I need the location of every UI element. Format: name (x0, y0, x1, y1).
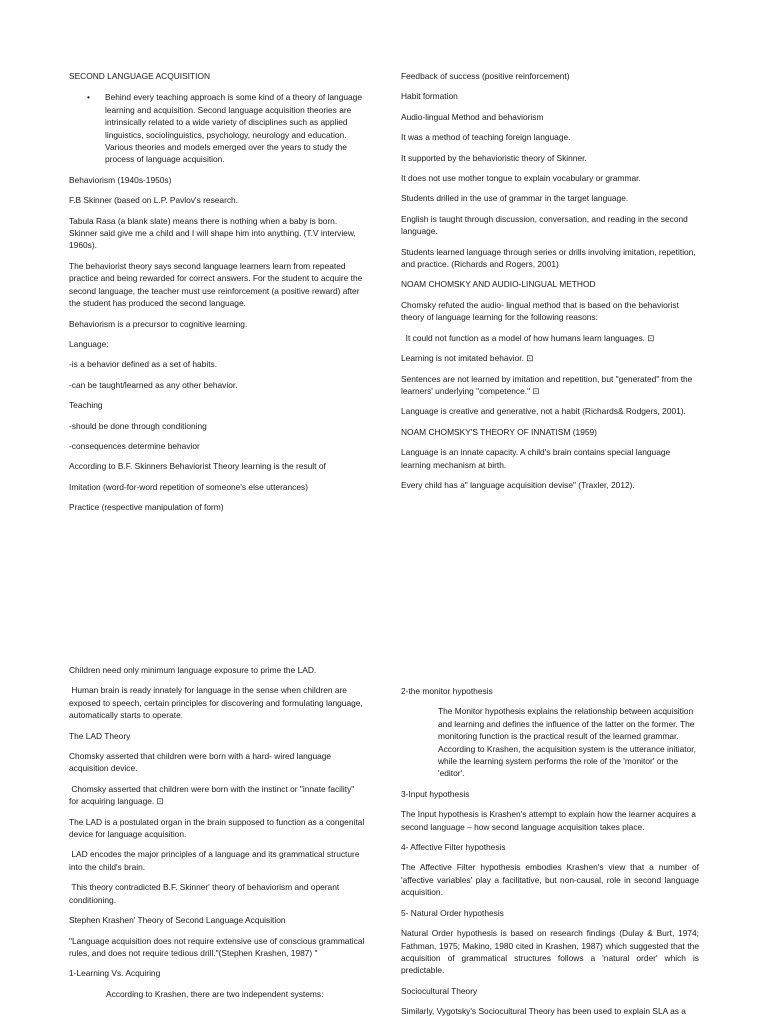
paragraph: Language is creative and generative, not a habit (Richards& Rodgers, 2001). (401, 406, 686, 417)
sociocultural-heading: Sociocultural Theory (401, 985, 478, 996)
natural-order-heading: 5- Natural Order hypothesis (401, 907, 504, 918)
paragraph: Chomsky refuted the audio- lingual method that is based on the behaviorist theory of language learning for the following reasons: (401, 299, 679, 323)
intro-bullet-list (69, 91, 366, 165)
paragraph: Language: (69, 338, 109, 349)
paragraph: LAD encodes the major principles of a language and its grammatical structure into the child's brain. (69, 849, 362, 872)
paragraph: Human brain is ready innately for language in the sense when children are exposed to speech, certain principles for discovering and formulating language, automatically starts to operate. (69, 685, 366, 721)
paragraph: It supported by the behavioristic theory of Skinner. (401, 152, 587, 163)
paragraph: Imitation (word-for-word repetition of someone's else utterances) (69, 481, 308, 492)
paragraph: Language is an innate capacity. A child's brain contains special language learning mechanism at birth. (401, 447, 671, 470)
paragraph: Behaviorism (1940s-1950s) (69, 174, 172, 185)
paragraph: Tabula Rasa (a blank slate) means there is nothing when a baby is born. Skinner said give me a child and I will shape him into anything. (T.V interview, 1960s). (69, 215, 356, 251)
paragraph: It could not function as a model of how humans learn languages. ⊡ (401, 332, 655, 343)
page-top-right-column (401, 70, 699, 499)
paragraph: NOAM CHOMSKY'S THEORY OF INNATISM (1959) (401, 426, 597, 437)
paragraph: It was a method of teaching foreign language. (401, 132, 571, 143)
paragraph: According to B.F. Skinners Behaviorist Theory learning is the result of (69, 461, 326, 472)
natural-order-text: Natural Order hypothesis is based on research findings (Dulay & Burt, 1974; Fathman, 1975; Makino, 1980 cited in Krashen, 1987) which suggested that the acquisition of grammatical structures follows a 'natural order' which is predictable. (401, 928, 699, 976)
paragraph: -can be taught/learned as any other behavior. (69, 379, 238, 390)
paragraph: Chomsky asserted that children were born with a hard- wired language acquisition device. (69, 751, 332, 774)
paragraph: Students learned language through series or drills involving imitation, repetition, and practice. (Richards and Rogers, 2001) (401, 246, 696, 270)
page-bottom-right-column (401, 685, 699, 1026)
monitor-heading: 2-the monitor hypothesis (401, 686, 493, 696)
affective-text: The Affective Filter hypothesis embodies Krashen's view that a number of 'affective variables' play a facilitative, but non-causal, role in second language acquisition. (401, 862, 699, 898)
paragraph: 1-Learning Vs. Acquiring (69, 968, 161, 979)
input-heading: 3-Input hypothesis (401, 788, 470, 799)
sociocultural-text: Similarly, Vygotsky's Sociocultural Theory has been used to explain SLA as a (401, 1006, 686, 1017)
paragraph: Behaviorism is a precursor to cognitive learning. (69, 318, 248, 329)
paragraph: Every child has a" language acquisition devise" (Traxler, 2012). (401, 479, 635, 490)
paragraph: F.B Skinner (based on L.P. Pavlov's research. (69, 195, 239, 206)
paragraph: This theory contradicted B.F. Skinner' theory of behaviorism and operant conditioning. (69, 882, 342, 905)
paragraph: NOAM CHOMSKY AND AUDIO-LINGUAL METHOD (401, 279, 596, 290)
paragraph: It does not use mother tongue to explain vocabulary or grammar. (401, 173, 641, 184)
paragraph: The LAD is a postulated organ in the brain supposed to function as a congenital device for language acquisition. (69, 816, 365, 840)
paragraph: Students drilled in the use of grammar in the target language. (401, 193, 629, 204)
paragraph: Learning is not imitated behavior. ⊡ (401, 353, 534, 364)
paragraph: -is a behavior defined as a set of habits. (69, 359, 218, 370)
paragraph: Chomsky asserted that children were born with the instinct or "innate facility" for acquiring language. ⊡ (69, 783, 357, 807)
page-bottom-left-column (69, 664, 366, 1008)
paragraph: The behaviorist theory says second language learners learn from repeated practice and being rewarded for correct answers. For the student to acquire the second language, the teacher must use reinforcement (a positive reward) after the student has produced the second language. (69, 260, 363, 309)
paragraph: -consequences determine behavior (69, 440, 200, 451)
monitor-text: The Monitor hypothesis explains the relationship between acquisition and learning and defines the influence of the latter on the former. The monitoring function is the practical result of the learned grammar. According to Krashen, the acquisition system is the utterance initiator, while the learning system performs the role of the 'monitor' or the 'editor'. (438, 706, 696, 779)
paragraph: The LAD Theory (69, 730, 131, 741)
paragraph: Practice (respective manipulation of form) (69, 502, 224, 513)
paragraph: Children need only minimum language exposure to prime the LAD. (69, 665, 317, 675)
indented-paragraph: According to Krashen, there are two independent systems: (106, 988, 324, 999)
section-title: SECOND LANGUAGE ACQUISITION (69, 71, 211, 81)
paragraph: Sentences are not learned by imitation and repetition, but "generated" from the learners' underlying "competence." ⊡ (401, 373, 693, 396)
paragraph: Stephen Krashen' Theory of Second Language Acquisition (69, 915, 286, 926)
affective-heading: 4- Affective Filter hypothesis (401, 842, 506, 853)
paragraph: English is taught through discussion, conversation, and reading in the second language. (401, 213, 688, 237)
paragraph: -should be done through conditioning (69, 420, 207, 431)
paragraph: Audio-lingual Method and behaviorism (401, 111, 544, 122)
paragraph: Habit formation (401, 91, 458, 102)
paragraph: "Language acquisition does not require extensive use of conscious grammatical rules, and does not require tedious drill."(Stephen Krashen, 1987) " (69, 935, 365, 958)
page-top-left-column (69, 70, 366, 522)
paragraph: Feedback of success (positive reinforcement) (401, 71, 570, 81)
input-text: The Input hypothesis is Krashen's attempt to explain how the learner acquires a second language – how second language acquisition takes place. (401, 809, 696, 832)
paragraph: Teaching (69, 400, 103, 411)
intro-bullet: • Behind every teaching approach is some kind of a theory of language learning and acquisition. Second language acquisition theories are intrinsically related to a wide variety of disciplines such as applied linguistics, sociolinguistics, psychology, neurology and education. Various theories and models emerged over the years to study the process of language acquisition. (69, 91, 366, 165)
